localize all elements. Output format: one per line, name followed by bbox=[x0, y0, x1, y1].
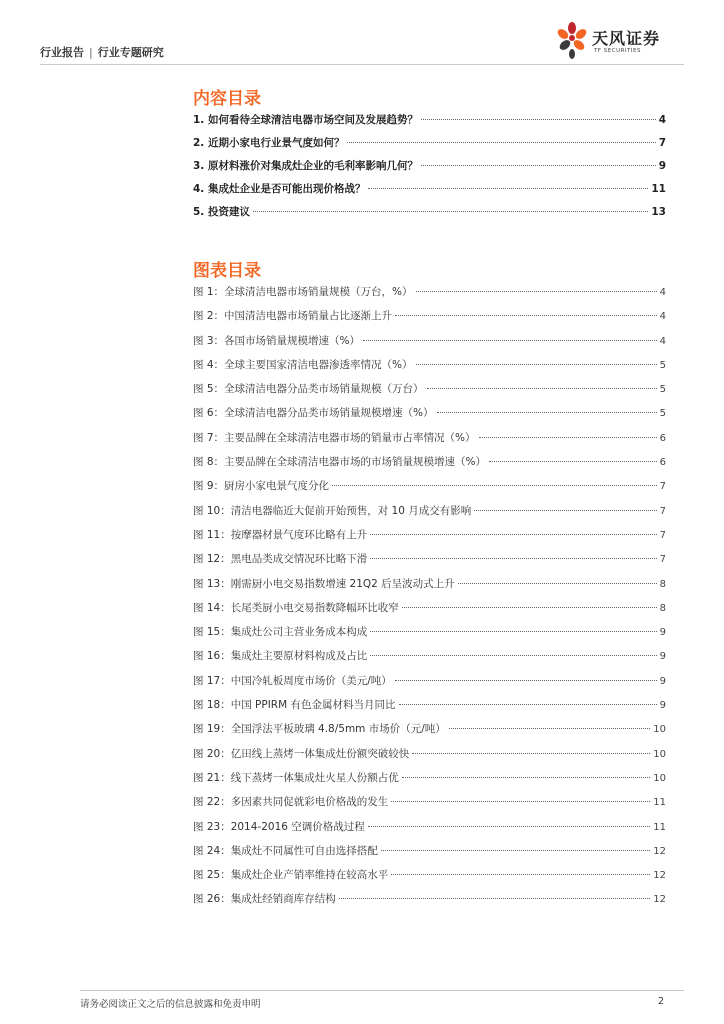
toc-entry-label[interactable]: 图 11：按摩器材景气度环比略有上升 bbox=[193, 528, 368, 541]
footer-divider bbox=[80, 990, 684, 991]
toc-leader-dots bbox=[391, 874, 650, 875]
toc-leader-dots bbox=[363, 340, 657, 341]
toc-entry[interactable] bbox=[193, 721, 666, 745]
toc-entry-page[interactable]: 4 bbox=[659, 335, 666, 347]
toc-entry[interactable] bbox=[193, 794, 666, 818]
toc-entry-page[interactable]: 10 bbox=[653, 724, 666, 736]
figures-title: 图表目录 bbox=[193, 261, 261, 281]
toc-entry[interactable] bbox=[193, 891, 666, 915]
toc-entry[interactable] bbox=[193, 576, 666, 600]
toc-leader-dots bbox=[368, 826, 650, 827]
breadcrumb-item-topic: 行业专题研究 bbox=[97, 46, 164, 59]
toc-entry[interactable] bbox=[193, 697, 666, 721]
toc-entry-label[interactable]: 图 17：中国冷轧板周度市场价（美元/吨） bbox=[193, 674, 392, 687]
toc-entry[interactable] bbox=[193, 503, 666, 527]
toc-entry[interactable] bbox=[193, 770, 666, 794]
toc-entry-label[interactable]: 3. 原材料涨价对集成灶企业的毛利率影响几何？ bbox=[193, 160, 418, 172]
toc-entry-label[interactable]: 图 10：清洁电器临近大促前开始预售，对 10 月成交有影响 bbox=[193, 504, 472, 517]
toc-entry-page[interactable]: 11 bbox=[651, 183, 666, 195]
toc-leader-dots bbox=[437, 412, 657, 413]
toc-leader-dots bbox=[347, 142, 655, 143]
toc-entry[interactable] bbox=[193, 648, 666, 672]
toc-entry-page[interactable]: 9 bbox=[659, 700, 666, 712]
toc-leader-dots bbox=[391, 801, 650, 802]
flower-logo-icon bbox=[554, 20, 590, 62]
contents-title: 内容目录 bbox=[193, 89, 261, 109]
toc-entry-page[interactable]: 9 bbox=[659, 651, 666, 663]
toc-entry-label[interactable]: 图 9：厨房小家电景气度分化 bbox=[193, 480, 330, 493]
toc-entry[interactable] bbox=[193, 181, 666, 204]
page-number: 2 bbox=[657, 996, 664, 1007]
toc-entry-page[interactable]: 8 bbox=[659, 578, 666, 590]
toc-leader-dots bbox=[339, 898, 651, 899]
toc-entry-page[interactable]: 11 bbox=[653, 821, 666, 833]
toc-entry-label[interactable]: 图 8：主要品牌在全球清洁电器市场的市场销量规模增速（%） bbox=[193, 456, 486, 469]
toc-leader-dots bbox=[399, 704, 657, 705]
toc-entry[interactable] bbox=[193, 867, 666, 891]
toc-entry-page[interactable]: 8 bbox=[659, 602, 666, 614]
toc-entry-label[interactable]: 图 18：中国 PPIRM 有色金属材料当月同比 bbox=[193, 699, 396, 712]
toc-entry-label[interactable]: 图 14：长尾类厨小电交易指数降幅环比收窄 bbox=[193, 601, 399, 614]
toc-leader-dots bbox=[370, 558, 656, 559]
toc-entry-page[interactable]: 10 bbox=[653, 748, 666, 760]
toc-entry-label[interactable]: 图 3：各国市场销量规模增速（%） bbox=[193, 334, 360, 347]
toc-entry-page[interactable]: 5 bbox=[659, 359, 666, 371]
toc-entry[interactable] bbox=[193, 673, 666, 697]
toc-leader-dots bbox=[402, 777, 651, 778]
company-logo bbox=[554, 20, 684, 62]
toc-entry-label[interactable]: 4. 集成灶企业是否可能出现价格战？ bbox=[193, 183, 366, 195]
toc-entry[interactable] bbox=[193, 333, 666, 357]
toc-entry-page[interactable]: 11 bbox=[653, 797, 666, 809]
toc-entry-page[interactable]: 9 bbox=[659, 675, 666, 687]
toc-entry[interactable] bbox=[193, 405, 666, 429]
toc-entry-page[interactable]: 12 bbox=[653, 894, 666, 906]
toc-entry-page[interactable]: 13 bbox=[651, 206, 666, 218]
toc-entry-label[interactable]: 1. 如何看待全球清洁电器市场空间及发展趋势？ bbox=[193, 114, 418, 126]
toc-entry-label[interactable]: 图 15：集成灶公司主营业务成本构成 bbox=[193, 626, 368, 639]
toc-entry[interactable] bbox=[193, 284, 666, 308]
toc-leader-dots bbox=[416, 364, 657, 365]
toc-leader-dots bbox=[449, 728, 650, 729]
toc-entry-page[interactable]: 5 bbox=[659, 384, 666, 396]
toc-entry-label[interactable]: 图 20：亿田线上蒸烤一体集成灶份额突破较快 bbox=[193, 747, 410, 760]
toc-entry[interactable] bbox=[193, 746, 666, 770]
toc-entry-label[interactable]: 图 16：集成灶主要原材料构成及占比 bbox=[193, 650, 368, 663]
toc-entry-label[interactable]: 图 4：全球主要国家清洁电器渗透率情况（%） bbox=[193, 358, 413, 371]
toc-entry-page[interactable]: 4 bbox=[659, 287, 666, 298]
toc-entry-page[interactable]: 4 bbox=[658, 114, 666, 126]
toc-entry-page[interactable]: 4 bbox=[659, 311, 666, 323]
toc-entry[interactable] bbox=[193, 551, 666, 575]
toc-entry-label[interactable]: 图 1：全球清洁电器市场销量规模（万台，%） bbox=[193, 286, 413, 298]
toc-leader-dots bbox=[416, 291, 657, 292]
toc-entry[interactable] bbox=[193, 478, 666, 502]
toc-entry-label[interactable]: 2. 近期小家电行业景气度如何？ bbox=[193, 137, 345, 149]
toc-entry-label[interactable]: 图 5：全球清洁电器分品类市场销量规模（万台） bbox=[193, 383, 424, 396]
logo-english-name: TF SECURITIES bbox=[594, 48, 641, 54]
toc-entry[interactable] bbox=[193, 430, 666, 454]
breadcrumb-separator: | bbox=[89, 46, 93, 59]
toc-entry-label[interactable]: 图 21：线下蒸烤一体集成灶火星人份额占优 bbox=[193, 771, 399, 784]
toc-entry[interactable] bbox=[193, 158, 666, 181]
toc-leader-dots bbox=[395, 680, 657, 681]
toc-leader-dots bbox=[402, 607, 657, 608]
toc-entry-page[interactable]: 7 bbox=[659, 529, 666, 541]
toc-leader-dots bbox=[427, 388, 657, 389]
toc-entry[interactable] bbox=[193, 357, 666, 381]
toc-leader-dots bbox=[421, 165, 656, 166]
toc-entry[interactable] bbox=[193, 624, 666, 648]
logo-chinese-name: 天风证券 bbox=[592, 29, 661, 48]
toc-entry-label[interactable]: 图 2：中国清洁电器市场销量占比逐渐上升 bbox=[193, 310, 393, 323]
toc-entry-label[interactable]: 图 6：全球清洁电器分品类市场销量规模增速（%） bbox=[193, 407, 434, 420]
footer-disclaimer: 请务必阅读正文之后的信息披露和免责申明 bbox=[80, 999, 261, 1010]
toc-entry-page[interactable]: 12 bbox=[653, 845, 666, 857]
toc-entry-label[interactable]: 图 23：2014-2016 空调价格战过程 bbox=[193, 820, 365, 833]
toc-leader-dots bbox=[458, 583, 657, 584]
toc-leader-dots bbox=[489, 461, 657, 462]
toc-entry[interactable] bbox=[193, 204, 666, 227]
toc-entry[interactable] bbox=[193, 454, 666, 478]
toc-entry-label[interactable]: 图 13：刚需厨小电交易指数增速 21Q2 后呈波动式上升 bbox=[193, 577, 455, 590]
toc-entry[interactable] bbox=[193, 527, 666, 551]
toc-entry-label[interactable]: 5. 投资建议 bbox=[193, 206, 250, 218]
toc-leader-dots bbox=[421, 119, 656, 120]
toc-entry-label[interactable]: 图 25：集成灶企业产销率维持在较高水平 bbox=[193, 869, 389, 882]
toc-entry[interactable] bbox=[193, 112, 666, 135]
contents-list bbox=[193, 112, 666, 227]
toc-entry-page[interactable]: 7 bbox=[659, 481, 666, 493]
toc-entry[interactable] bbox=[193, 843, 666, 867]
toc-entry-page[interactable]: 7 bbox=[659, 505, 666, 517]
toc-entry-label[interactable]: 图 22：多因素共同促就彩电价格战的发生 bbox=[193, 796, 389, 809]
toc-leader-dots bbox=[368, 188, 648, 189]
header-divider bbox=[40, 64, 684, 65]
toc-entry-page[interactable]: 6 bbox=[659, 432, 666, 444]
toc-entry-label[interactable]: 图 26：集成灶经销商库存结构 bbox=[193, 893, 336, 906]
figures-list bbox=[193, 284, 666, 916]
toc-entry-page[interactable]: 10 bbox=[653, 772, 666, 784]
toc-entry-label[interactable]: 图 19：全国浮法平板玻璃 4.8/5mm 市场价（元/吨） bbox=[193, 723, 446, 736]
toc-leader-dots bbox=[370, 631, 656, 632]
breadcrumb-item-report: 行业报告 bbox=[40, 46, 84, 59]
toc-leader-dots bbox=[395, 315, 657, 316]
toc-leader-dots bbox=[474, 510, 656, 511]
toc-entry[interactable] bbox=[193, 600, 666, 624]
toc-entry-page[interactable]: 7 bbox=[658, 137, 666, 149]
toc-leader-dots bbox=[412, 753, 650, 754]
toc-entry-page[interactable]: 6 bbox=[659, 457, 666, 469]
toc-leader-dots bbox=[332, 485, 657, 486]
toc-leader-dots bbox=[479, 437, 657, 438]
toc-leader-dots bbox=[370, 655, 656, 656]
toc-entry-page[interactable]: 5 bbox=[659, 408, 666, 420]
toc-leader-dots bbox=[253, 211, 648, 212]
breadcrumb bbox=[40, 44, 164, 60]
toc-entry-label[interactable]: 图 12：黑电品类成交情况环比略下滑 bbox=[193, 553, 368, 566]
toc-entry-page[interactable]: 7 bbox=[659, 554, 666, 566]
toc-entry[interactable] bbox=[193, 135, 666, 158]
toc-entry-page[interactable]: 9 bbox=[658, 160, 666, 172]
toc-leader-dots bbox=[381, 850, 651, 851]
toc-entry-label[interactable]: 图 24：集成灶不同属性可自由选择搭配 bbox=[193, 844, 378, 857]
toc-entry[interactable] bbox=[193, 819, 666, 843]
toc-entry[interactable] bbox=[193, 308, 666, 332]
page-header bbox=[40, 0, 684, 66]
toc-entry-label[interactable]: 图 7：主要品牌在全球清洁电器市场的销量市占率情况（%） bbox=[193, 431, 476, 444]
toc-leader-dots bbox=[370, 534, 656, 535]
toc-entry[interactable] bbox=[193, 381, 666, 405]
toc-entry-page[interactable]: 9 bbox=[659, 627, 666, 639]
toc-entry-page[interactable]: 12 bbox=[653, 870, 666, 882]
